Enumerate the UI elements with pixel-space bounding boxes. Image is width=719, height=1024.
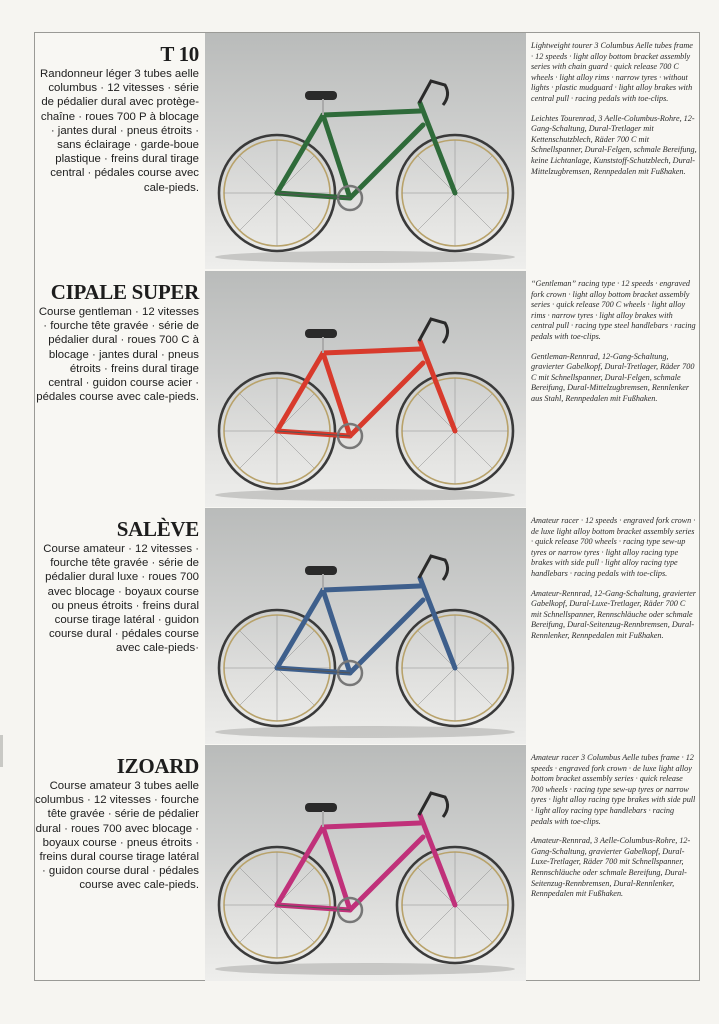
french-description: Course amateur · 12 vitesses · fourche tête gravée · série de pédalier dural luxe · roues 700 avec blocage · boyaux course ou pneus étroits · freins dural course tirage latéral · guidon course dural · pédales course avec cale-pieds· bbox=[43, 543, 199, 655]
french-description: Course gentleman · 12 vitesses · fourche tête gravée · série de pédalier dural · roues 700 C à blocage · jantes dural · pneus étroits · freins dural tirage central · guidon course acier · pédales course avec cale-pieds. bbox=[36, 306, 199, 404]
french-description: Randonneur léger 3 tubes aelle columbus · 12 vitesses · série de pédalier dural avec protège-chaîne · roues 700 P à blocage · jantes dural · pneus étroits · sans éclairage · garde-boue plastique · freins dural tirage central · pédales course avec cale-pieds. bbox=[40, 68, 199, 194]
translation-column bbox=[531, 516, 697, 651]
bicycle-photo bbox=[205, 33, 526, 269]
french-column bbox=[35, 33, 203, 195]
model-section-saleve bbox=[35, 508, 699, 744]
german-description: Amateur-Rennrad, 12-Gang-Schaltung, gravierter Gabelkopf, Dural-Luxe-Tretlager, Räder 700 C mit Schnellspanner, Rennschläuche oder schmale Bereifung, Dural-Seitenzug-Rennbremsen, Dural-Rennlenker, Rennpedalen mit Fußhaken. bbox=[531, 588, 696, 640]
model-section-cipale-super bbox=[35, 271, 699, 507]
bicycle-photo bbox=[205, 508, 526, 744]
model-name: IZOARD bbox=[116, 754, 199, 778]
english-description: Amateur racer 3 Columbus Aelle tubes frame · 12 speeds · engraved fork crown · de luxe light alloy bottom bracket assembly series · quick release 700 wheels · racing type sew-up tyres or narrow tyres · light alloy racing type brakes with side pull · light alloy racing type handlebars · racing pedals with toe-clips. bbox=[531, 753, 696, 826]
translation-column bbox=[531, 753, 697, 909]
english-description: “Gentleman” racing type · 12 speeds · engraved fork crown · light alloy bottom bracket assembly series · quick release 700 C wheels · light alloy rims · narrow tyres · light alloy brakes with central pull · racing type steel handlebars · racing pedals with toe-clips. bbox=[531, 279, 696, 341]
bicycle-illustration bbox=[205, 745, 526, 981]
french-column bbox=[35, 271, 203, 404]
translation-column bbox=[531, 279, 697, 414]
german-description: Amateur-Rennrad, 3 Aelle-Columbus-Rohre, 12-Gang-Schaltung, gravierter Gabelkopf, Dural-Luxe-Tretlager, Räder 700 mit Schnellspanner, Rennschläuche oder schmale Bereifung, Dural-Seitenzug-Rennbremsen, Dural-Rennlenker, Rennpedalen mit Fußhaken. bbox=[531, 836, 691, 899]
french-column bbox=[35, 508, 203, 656]
bicycle-photo bbox=[205, 745, 526, 981]
french-description: Course amateur 3 tubes aelle columbus · 12 vitesses · fourche tête gravée · série de pédalier dural · roues 700 avec blocage · boyaux course · pneus étroits · freins dural course tirage latéral · guidon course dural · pédales course avec cale-pieds. bbox=[35, 780, 199, 892]
bicycle-illustration bbox=[205, 271, 526, 507]
translation-column bbox=[531, 41, 697, 186]
model-name: CIPALE SUPER bbox=[50, 280, 199, 304]
bicycle-illustration bbox=[205, 508, 526, 744]
model-name: SALÈVE bbox=[116, 517, 199, 541]
german-description: Gentleman-Rennrad, 12-Gang-Schaltung, gravierter Gabelkopf, Dural-Tretlager, Räder 700 C mit Schnellspanner, Dural-Felgen, schmale Bereifung, Dural-Mittelzugbremsen, Rennlenker aus Stahl, Rennpedalen mit Fußhaken. bbox=[531, 351, 695, 403]
french-column bbox=[35, 745, 203, 893]
german-description: Leichtes Tourenrad, 3 Aelle-Columbus-Rohre, 12-Gang-Schaltung, Dural-Tretlager mit Kettenschutzblech, Räder 700 C mit Schnellspanner, Dural-Felgen, schmale Bereifung, keine Lichtanlage, Kunststoff-Schutzblech, Dural-Mittelzugbremsen, Rennpedalen mit Fußhaken. bbox=[531, 113, 697, 176]
model-section-t10 bbox=[35, 33, 699, 269]
bicycle-illustration bbox=[205, 33, 526, 269]
english-description: Amateur racer · 12 speeds · engraved fork crown · de luxe light alloy bottom bracket assembly series · quick release 700 wheels · racing type sew-up tyres or narrow tyres · light alloy racing type brakes with side pull · light alloy racing type handlebars · racing pedals with toe-clips. bbox=[531, 516, 696, 578]
brochure-page bbox=[34, 32, 700, 981]
model-name: T 10 bbox=[160, 42, 199, 66]
binding-mark bbox=[0, 735, 3, 767]
english-description: Lightweight tourer 3 Columbus Aelle tubes frame · 12 speeds · light alloy bottom bracket assembly series with chain guard · quick release 700 C wheels · light alloy rims · narrow tyres · without lights · plastic mudguard · light alloy brakes with central pull · racing pedals with toe-clips. bbox=[531, 41, 693, 103]
model-section-izoard bbox=[35, 745, 699, 981]
bicycle-photo bbox=[205, 271, 526, 507]
